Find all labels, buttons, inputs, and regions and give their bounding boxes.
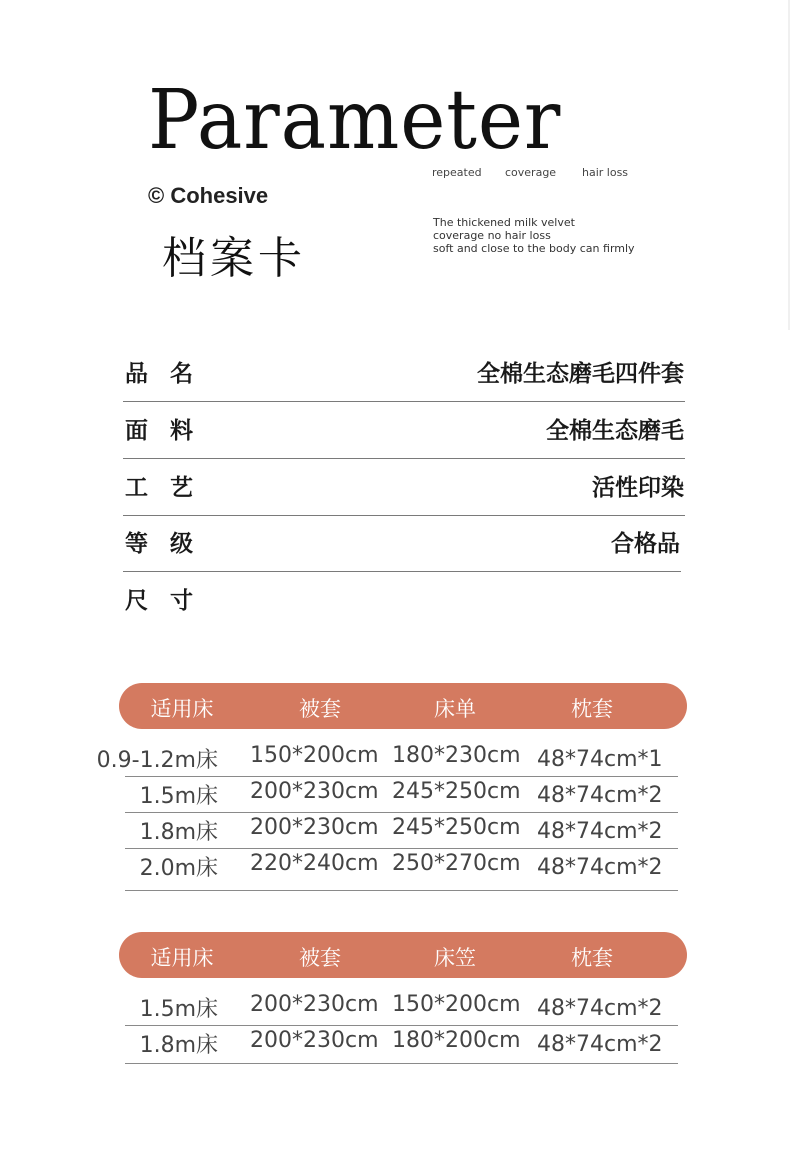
cell-fitted-sheet: 180*200cm <box>392 1028 521 1053</box>
table2-header-bed: 适用床 <box>150 946 214 970</box>
table1-header <box>119 683 687 729</box>
tag-repeated: repeated <box>432 166 482 179</box>
table2-header-fitted-sheet: 床笠 <box>434 946 476 970</box>
info-label: 尺寸 <box>125 588 215 614</box>
divider <box>125 890 678 891</box>
description-line: coverage no hair loss <box>433 229 551 242</box>
cell-duvet: 220*240cm <box>250 851 379 876</box>
brand-name: © Cohesive <box>148 183 269 208</box>
description-line: The thickened milk velvet <box>433 216 575 229</box>
cell-fitted-sheet: 150*200cm <box>392 992 521 1017</box>
info-label: 等级 <box>125 531 215 557</box>
cell-bed-size: 1.5m床 <box>139 997 218 1022</box>
table1-header-duvet: 被套 <box>299 697 341 721</box>
info-value: 合格品 <box>611 531 680 557</box>
info-label: 品名 <box>125 361 215 387</box>
cell-duvet: 200*230cm <box>250 1028 379 1053</box>
cell-pillowcase: 48*74cm*1 <box>537 747 663 772</box>
cell-bed-size: 2.0m床 <box>139 856 218 881</box>
cell-sheet: 250*270cm <box>392 851 521 876</box>
cell-duvet: 200*230cm <box>250 992 379 1017</box>
table2-header-pillowcase: 枕套 <box>571 946 613 970</box>
table-row <box>92 777 682 813</box>
table1-header-sheet: 床单 <box>434 697 476 721</box>
description-line: soft and close to the body can firmly <box>433 242 635 255</box>
info-row-fabric <box>123 402 685 459</box>
cell-bed-size: 1.8m床 <box>139 820 218 845</box>
cell-duvet: 200*230cm <box>250 815 379 840</box>
cell-pillowcase: 48*74cm*2 <box>537 819 663 844</box>
cell-pillowcase: 48*74cm*2 <box>537 855 663 880</box>
cell-pillowcase: 48*74cm*2 <box>537 1032 663 1057</box>
info-value: 活性印染 <box>592 475 684 501</box>
tag-hair-loss: hair loss <box>582 166 629 179</box>
info-row-grade <box>123 515 681 572</box>
table1-header-bed: 适用床 <box>150 697 214 721</box>
info-label: 工艺 <box>125 475 215 501</box>
info-value: 全棉生态磨毛 <box>546 418 684 444</box>
tag-coverage: coverage <box>505 166 557 179</box>
table2-header <box>119 932 687 978</box>
table-row <box>92 990 682 1026</box>
cell-duvet: 150*200cm <box>250 743 379 768</box>
page-title: Parameter <box>148 73 562 168</box>
info-row-craft <box>123 459 685 516</box>
table-row <box>92 1026 682 1064</box>
cell-sheet: 245*250cm <box>392 815 521 840</box>
cell-bed-size: 1.5m床 <box>139 784 218 809</box>
cell-bed-size: 0.9-1.2m床 <box>96 748 218 773</box>
cell-sheet: 245*250cm <box>392 779 521 804</box>
cn-title: 档案卡 <box>162 233 306 284</box>
table-row <box>92 741 682 777</box>
product-description <box>433 216 635 255</box>
table-row <box>92 849 682 891</box>
info-label: 面料 <box>125 418 215 444</box>
cell-bed-size: 1.8m床 <box>139 1033 218 1058</box>
cell-duvet: 200*230cm <box>250 779 379 804</box>
table2-header-duvet: 被套 <box>299 946 341 970</box>
info-row-size <box>123 572 685 629</box>
info-value: 全棉生态磨毛四件套 <box>477 361 684 387</box>
table-row <box>92 813 682 849</box>
cell-pillowcase: 48*74cm*2 <box>537 996 663 1021</box>
table1-header-pillowcase: 枕套 <box>571 697 613 721</box>
info-row-name <box>123 345 685 402</box>
cell-pillowcase: 48*74cm*2 <box>537 783 663 808</box>
divider <box>125 1063 678 1064</box>
cell-sheet: 180*230cm <box>392 743 521 768</box>
